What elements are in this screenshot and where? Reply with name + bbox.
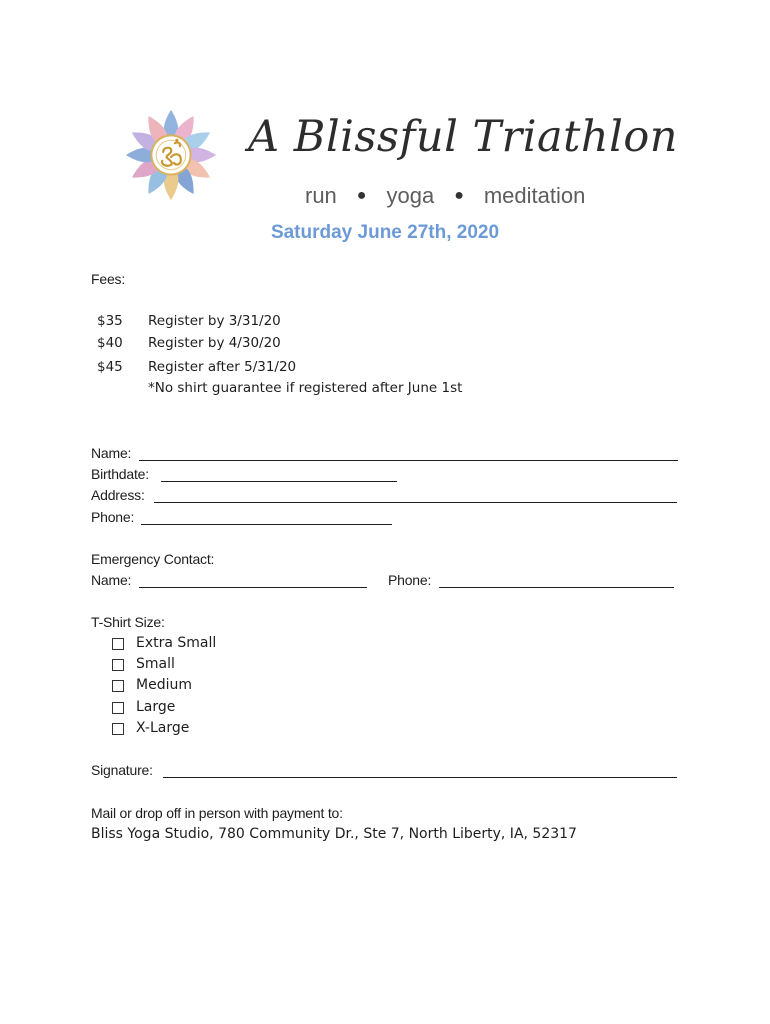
signature-field[interactable] <box>163 777 677 778</box>
shirt-option-label: Medium <box>136 677 192 693</box>
mail-heading: Mail or drop off in person with payment to: <box>91 805 343 821</box>
tagline <box>305 183 585 209</box>
bullet-icon: ● <box>356 187 367 204</box>
name-field[interactable] <box>139 460 678 461</box>
emergency-phone-field[interactable] <box>439 587 674 588</box>
phone-field[interactable] <box>141 524 392 525</box>
emergency-name-field[interactable] <box>139 587 367 588</box>
checkbox-extra-small[interactable] <box>112 638 124 650</box>
tagline-meditation: meditation <box>483 183 586 208</box>
emergency-phone-label: Phone: <box>388 572 432 588</box>
shirt-option-label: X-Large <box>136 720 190 736</box>
shirt-size-heading: T-Shirt Size: <box>91 614 165 630</box>
fees-heading: Fees: <box>91 271 126 287</box>
shirt-option-label: Small <box>136 656 175 672</box>
emergency-name-label: Name: <box>91 572 132 588</box>
om-lotus-icon <box>122 106 220 204</box>
checkbox-small[interactable] <box>112 659 124 671</box>
checkbox-large[interactable] <box>112 702 124 714</box>
event-title: A Blissful Triathlon <box>248 112 678 162</box>
fee-price: $35 <box>97 313 123 329</box>
checkbox-medium[interactable] <box>112 680 124 692</box>
fee-desc: Register after 5/31/20 <box>148 359 297 375</box>
shirt-option-label: Large <box>136 699 176 715</box>
fee-note: *No shirt guarantee if registered after June 1st <box>148 380 463 396</box>
fee-desc: Register by 4/30/20 <box>148 335 281 351</box>
mail-address: Bliss Yoga Studio, 780 Community Dr., Ste 7, North Liberty, IA, 52317 <box>91 826 577 842</box>
emergency-heading: Emergency Contact: <box>91 551 215 567</box>
phone-label: Phone: <box>91 509 135 525</box>
birthdate-label: Birthdate: <box>91 466 149 482</box>
fee-price: $45 <box>97 359 123 375</box>
bullet-icon: ● <box>454 187 464 204</box>
address-field[interactable] <box>154 502 677 503</box>
shirt-option-label: Extra Small <box>136 635 217 651</box>
tagline-yoga: yoga <box>386 183 435 208</box>
signature-label: Signature: <box>91 762 153 778</box>
checkbox-x-large[interactable] <box>112 723 124 735</box>
fee-desc: Register by 3/31/20 <box>148 313 281 329</box>
event-date: Saturday June 27th, 2020 <box>270 222 500 243</box>
name-label: Name: <box>91 445 132 461</box>
tagline-run: run <box>305 183 337 208</box>
fee-price: $40 <box>97 335 123 351</box>
birthdate-field[interactable] <box>161 481 397 482</box>
address-label: Address: <box>91 487 145 503</box>
